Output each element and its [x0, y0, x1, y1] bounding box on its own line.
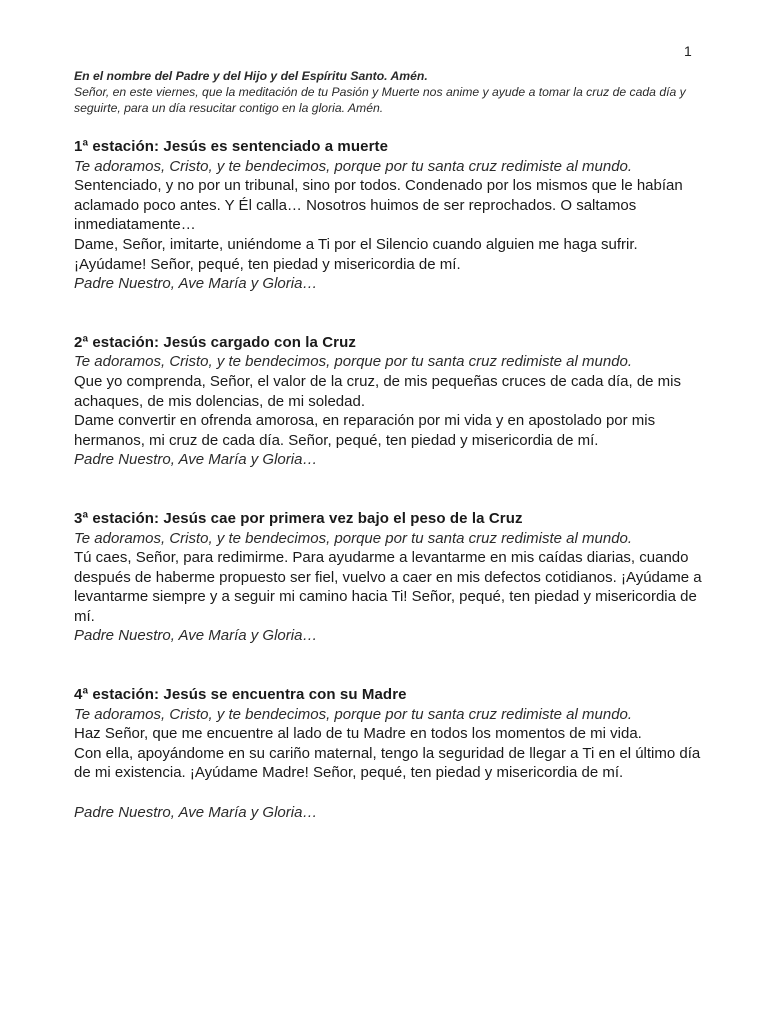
- meditation-paragraph: Tú caes, Señor, para redimirme. Para ayudarme a levantarme en mis caídas diarias, cuando después de haberme propuesto ser fiel, vuelvo a caer en mis defectos cotidianos. ¡Ayúdame a levantarme siempre y a seguir mi camino hacia Ti! Señor, pequé, ten piedad y misericordia de mí.: [74, 549, 702, 625]
- station-meditation: [74, 176, 714, 274]
- station-closing-prayer: Padre Nuestro, Ave María y Gloria…: [74, 803, 318, 821]
- station-adoration: Te adoramos, Cristo, y te bendecimos, porque por tu santa cruz redimiste al mundo.: [74, 353, 633, 371]
- opening-invocation: En el nombre del Padre y del Hijo y del Espíritu Santo. Amén.: [74, 69, 428, 83]
- meditation-paragraph: Dame convertir en ofrenda amorosa, en reparación por mi vida y en apostolado por mis hermanos, mi cruz de cada día. Señor, pequé, ten piedad y misericordia de mí.: [74, 412, 656, 449]
- opening-prayer: Señor, en este viernes, que la meditación de tu Pasión y Muerte nos anime y ayude a tomar la cruz de cada día y seguirte, para un día resucitar contigo en la gloria. Amén.: [74, 85, 686, 115]
- station-closing-prayer: Padre Nuestro, Ave María y Gloria…: [74, 275, 318, 293]
- intro-block: [74, 68, 714, 116]
- station-adoration: Te adoramos, Cristo, y te bendecimos, porque por tu santa cruz redimiste al mundo.: [74, 705, 633, 723]
- station-title: 3ª estación: Jesús cae por primera vez bajo el peso de la Cruz: [74, 509, 523, 527]
- meditation-paragraph: Con ella, apoyándome en su cariño maternal, tengo la seguridad de llegar a Ti en el último día de mi existencia. ¡Ayúdame Madre! Señor, pequé, ten piedad y misericordia de mí.: [74, 744, 701, 782]
- station-adoration: Te adoramos, Cristo, y te bendecimos, porque por tu santa cruz redimiste al mundo.: [74, 529, 633, 547]
- station-title: 2ª estación: Jesús cargado con la Cruz: [74, 333, 356, 351]
- station-title: 4ª estación: Jesús se encuentra con su Madre: [74, 686, 407, 704]
- station-meditation: [74, 372, 714, 450]
- meditation-paragraph: Haz Señor, que me encuentre al lado de tu Madre en todos los momentos de mi vida.: [74, 725, 642, 743]
- station-meditation: [74, 548, 714, 626]
- station-2: [74, 333, 714, 470]
- station-closing-prayer: Padre Nuestro, Ave María y Gloria…: [74, 627, 318, 645]
- meditation-paragraph: Sentenciado, y no por un tribunal, sino por todos. Condenado por los mismos que le habían aclamado poco antes. Y Él calla… Nosotros huimos de ser reprochados. O saltamos inmediatamente…: [74, 177, 683, 234]
- stations-list: [74, 137, 714, 822]
- station-1: [74, 137, 714, 294]
- station-closing-prayer: Padre Nuestro, Ave María y Gloria…: [74, 451, 318, 469]
- station-meditation: [74, 724, 714, 783]
- station-adoration: Te adoramos, Cristo, y te bendecimos, porque por tu santa cruz redimiste al mundo.: [74, 157, 633, 175]
- meditation-paragraph: Dame, Señor, imitarte, uniéndome a Ti por el Silencio cuando alguien me haga sufrir. ¡Ayúdame! Señor, pequé, ten piedad y misericordia de mí.: [74, 235, 638, 273]
- station-4: [74, 685, 714, 822]
- station-title: 1ª estación: Jesús es sentenciado a muerte: [74, 138, 389, 155]
- station-3: [74, 509, 714, 646]
- page-number: 1: [684, 43, 692, 59]
- meditation-paragraph: Que yo comprenda, Señor, el valor de la cruz, de mis pequeñas cruces de cada día, de mis achaques, de mis dolencias, de mi soledad.: [74, 372, 682, 410]
